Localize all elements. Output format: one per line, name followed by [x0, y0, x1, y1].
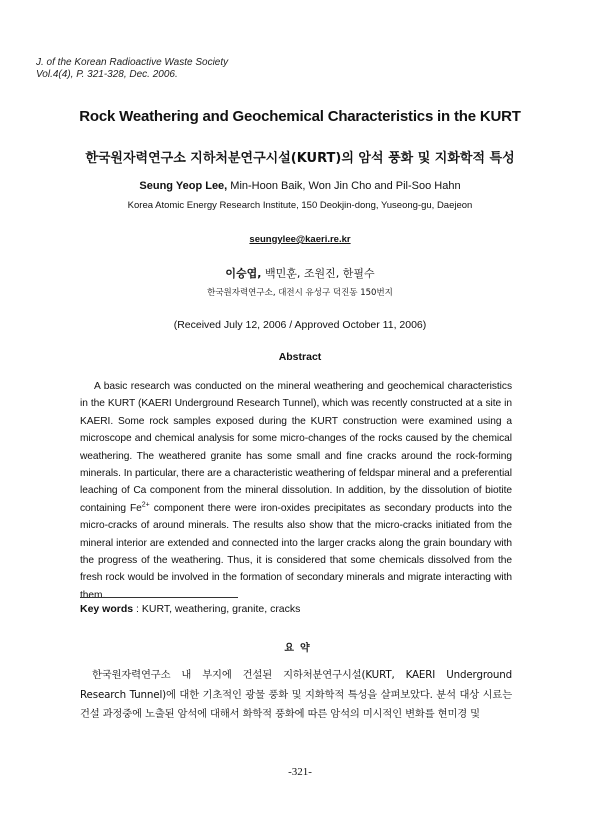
abstract-heading: Abstract — [278, 351, 322, 363]
co-authors-korean: 백민훈, 조원진, 한필수 — [261, 267, 375, 280]
affiliation-korean: 한국원자력연구소, 대전시 유성구 덕진동 150번지 — [207, 288, 393, 298]
journal-name: J. of the Korean Radioactive Waste Society — [36, 57, 229, 68]
lead-author: Seung Yeop Lee, — [139, 180, 228, 192]
journal-citation — [36, 57, 228, 81]
keywords-label: Key words — [80, 603, 134, 615]
journal-volume: Vol.4(4), P. 321-328, Dec. 2006. — [36, 69, 178, 80]
korean-abstract-heading: 요약 — [284, 643, 316, 654]
abstract-text-part1: A basic research was conducted on the mineral weathering and geochemical characteristics in the KURT (KAERI Underground Research Tunnel), which was recently constructed at a site in KAERI. Some rock samples exposed during the KURT construction were examined using a microscope and chemical analysis for some micro-changes of the rocks caused by the chemical weathering. The weathered granite has some small and fine cracks around the rock-forming minerals. In particular, there are a characteristic weathering of feldspar mineral and a preferential leaching of Ca component from the mineral dissolution. In addition, by the dissolution of biotite containing Fe — [80, 381, 512, 514]
corresponding-email[interactable]: seungylee@kaeri.re.kr — [249, 234, 351, 245]
authors-korean — [0, 265, 600, 281]
lead-author-korean: 이승엽, — [225, 267, 262, 280]
iron-superscript: 2+ — [141, 501, 150, 509]
paper-title-english: Rock Weathering and Geochemical Characteristics in the KURT — [79, 108, 521, 125]
korean-abstract-body: 한국원자력연구소 내 부지에 건설된 지하처분연구시설(KURT, KAERI Underground Research Tunnel)에 대한 기초적인 광물 풍화 및 지화학적 특성을 살펴보았다. 분석 대상 시료는 건설 과정중에 노출된 암석에 대해서 화학적 풍화에 따른 암석의 미시적인 변화를 현미경 및 — [80, 669, 512, 720]
keywords-line — [80, 603, 300, 615]
abstract-text-part2: component there were iron-oxides precipitates as secondary products into the micro-cracks of around minerals. The results also show that the micro-cracks initiated from the mineral interior are extended and connected into the larger cracks along the grain boundary with the progress of the weathering. Thus, it is considered that some chemicals dissolved from the fresh rock would be involved in the formation of secondary minerals and migrate interacting with them. — [80, 502, 512, 601]
page-number: -321- — [288, 766, 312, 778]
co-authors: Min-Hoon Baik, Won Jin Cho and Pil-Soo Hahn — [227, 180, 461, 192]
keywords-divider — [80, 597, 238, 598]
paper-title-korean: 한국원자력연구소 지하처분연구시설(KURT)의 암석 풍화 및 지화학적 특성 — [85, 151, 515, 166]
keywords-text: : KURT, weathering, granite, cracks — [133, 603, 301, 615]
abstract-body — [80, 378, 512, 604]
authors-english — [0, 180, 600, 192]
affiliation-english: Korea Atomic Energy Research Institute, 150 Deokjin-dong, Yuseong-gu, Daejeon — [127, 200, 473, 211]
received-dates: (Received July 12, 2006 / Approved October 11, 2006) — [173, 319, 427, 331]
